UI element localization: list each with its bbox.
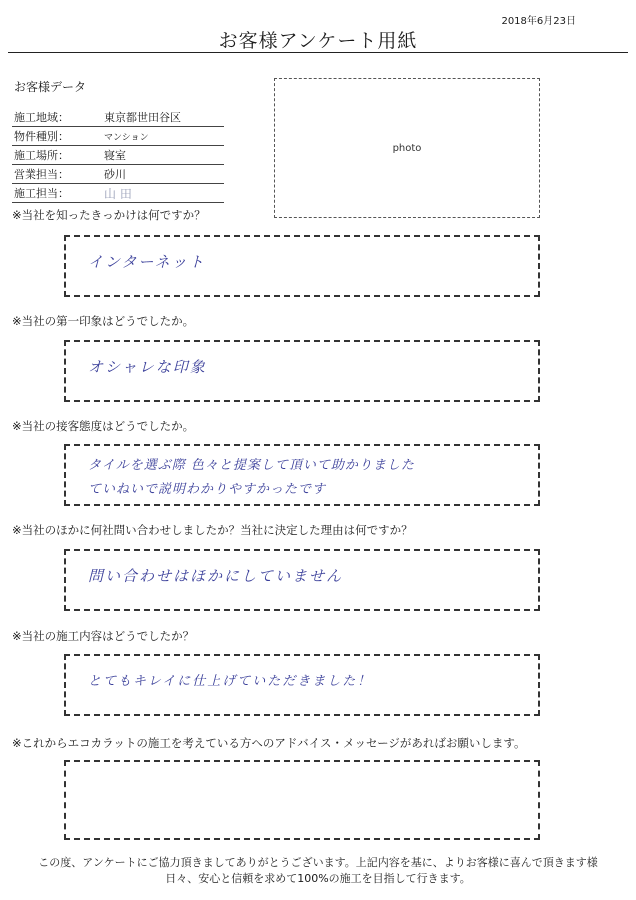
answer-1: インターネット (88, 253, 206, 271)
footer-line-2: 日々、安心と信頼を求めて100%の施工を目指して行きます。 (165, 872, 471, 885)
construction-place-label: 施工場所： (12, 146, 100, 165)
answer-4: 問い合わせはほかにしていません (88, 567, 344, 585)
construction-rep-value: 山 田 (100, 184, 224, 203)
table-row (12, 165, 224, 184)
table-row (12, 184, 224, 203)
question-2: ※当社の第一印象はどうでしたか。 (12, 314, 195, 328)
answer-box-5 (64, 654, 540, 716)
answer-2: オシャレな印象 (88, 358, 207, 376)
sales-rep-value: 砂川 (100, 165, 224, 184)
table-row (12, 108, 224, 127)
sales-rep-label: 営業担当： (12, 165, 100, 184)
table-row (12, 127, 224, 146)
answer-box-1 (64, 235, 540, 297)
survey-date: 2018年6月23日 (501, 16, 576, 27)
question-4: ※当社のほかに何社問い合わせしましたか？当社に決定した理由は何ですか？ (12, 523, 413, 537)
construction-area-value: 東京都世田谷区 (100, 108, 224, 127)
title-divider (8, 52, 628, 53)
answer-3 (88, 454, 415, 502)
customer-data-heading: お客様データ (14, 80, 87, 94)
photo-label: photo (392, 143, 422, 154)
answer-box-3 (64, 444, 540, 506)
question-5: ※当社の施工内容はどうでしたか？ (12, 629, 195, 643)
footer-line-1: この度、アンケートにご協力頂きましてありがとうございます。上記内容を基に、よりお客様に喜んで頂きます様 (38, 856, 598, 869)
customer-data-table (12, 108, 224, 203)
page-title: お客様アンケート用紙 (218, 30, 418, 52)
question-3: ※当社の接客態度はどうでしたか。 (12, 419, 195, 433)
property-type-value: マンション (100, 127, 224, 146)
answer-box-4 (64, 549, 540, 611)
property-type-label: 物件種別： (12, 127, 100, 146)
answer-box-2 (64, 340, 540, 402)
question-1: ※当社を知ったきっかけは何ですか？ (12, 208, 206, 222)
construction-rep-label: 施工担当： (12, 184, 100, 203)
answer-5: とてもキレイに仕上げていただきました！ (88, 674, 373, 689)
answer-3-line-1: タイルを選ぶ際 色々と提案して頂いて助かりました (88, 458, 415, 473)
question-6: ※これからエコカラットの施工を考えている方へのアドバイス・メッセージがあればお願いします。 (12, 736, 526, 750)
construction-place-value: 寝室 (100, 146, 224, 165)
photo-frame (274, 78, 540, 218)
answer-box-6 (64, 760, 540, 840)
construction-area-label: 施工地域： (12, 108, 100, 127)
answer-3-line-2: ていねいで説明わかりやすかったです (88, 482, 327, 497)
table-row (12, 146, 224, 165)
